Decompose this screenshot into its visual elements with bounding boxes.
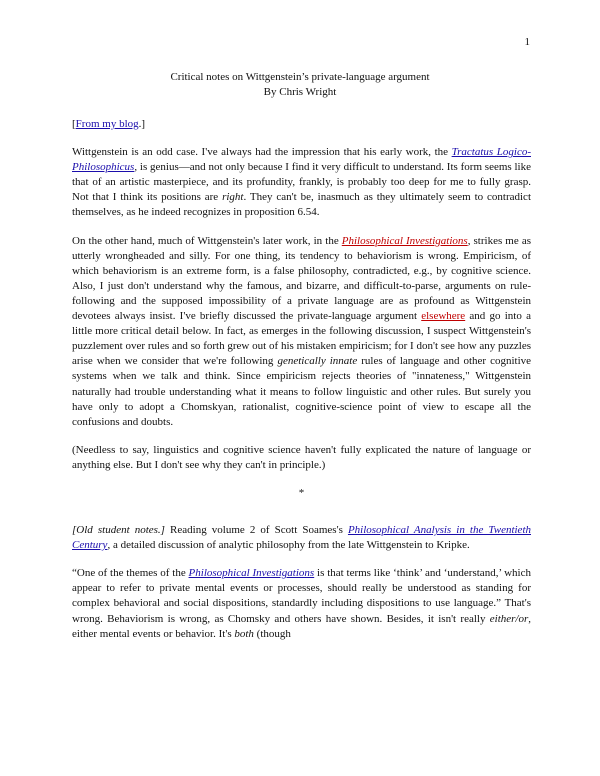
emphasis: either/or <box>489 612 529 625</box>
paragraph-3: (Needless to say, linguistics and cognitive science haven't fully explicated the nature of language or anything else. But I don't see why they can't in principle.) <box>72 443 531 471</box>
investigations-link[interactable]: Philosophical Investigations <box>341 234 468 247</box>
author-line: By Chris Wright <box>263 86 337 98</box>
emphasis: right <box>222 191 244 204</box>
soames-book-link[interactable]: Philosophical Analysis in the Twentieth Century <box>72 524 531 552</box>
emphasis: [Old student notes.] <box>72 524 165 537</box>
paragraph-5 <box>72 566 531 641</box>
tractatus-link[interactable]: Tractatus Logico-Philosophicus <box>72 146 531 174</box>
text: , is genius—and not only because I find it very difficult to understand. Its form seems like that of an artistic masterpiece, and its profundity, frankly, is probably too deep for me to fully grasp. Not that I think its positions are <box>72 161 531 204</box>
text: rules of language and other cognitive systems when we talk and think. Since empiricism rejects theories of "innateness," Wittgenstein naturally had trouble understanding what it means to follow linguistic and other rules. But surely you have only to adopt a Chomskyan, rationalist, cognitive-science point of view to escape all the confusions and doubts. <box>72 355 532 428</box>
investigations-link-2[interactable]: Philosophical Investigations <box>188 567 315 580</box>
text: is that terms like ‘think’ and ‘understand,’ which appear to refer to private mental events or processes, should really be understood as standing for complex behavioral and social dispositions, standardly including dispositions to use language.” That's wrong. Behaviorism is wrong, as Chomsky and others have shown. Besides, it isn't really <box>72 567 531 625</box>
section-separator: * <box>298 486 305 499</box>
text: Reading volume 2 of Scott Soames's <box>164 524 348 537</box>
paragraph-1 <box>72 145 531 220</box>
text: . They can't be, inasmuch as they ultimately seem to contradict themselves, as he indeed recognizes in proposition 6.54. <box>72 191 531 219</box>
page-number: 1 <box>524 36 530 48</box>
paragraph-4 <box>72 523 531 553</box>
emphasis: genetically innate <box>277 355 358 368</box>
title-line: Critical notes on Wittgenstein’s private-language argument <box>170 71 430 83</box>
text: On the other hand, much of Wittgenstein's later work, in the <box>72 234 342 247</box>
text: Wittgenstein is an odd case. I've always had the impression that his early work, the <box>72 146 452 159</box>
blog-link[interactable]: From my blog <box>75 118 139 130</box>
text: “One of the themes of the <box>72 567 189 580</box>
emphasis: both <box>234 627 254 640</box>
text: , a detailed discussion of analytic philosophy from the late Wittgenstein to Kripke. <box>107 539 470 552</box>
paragraph-2 <box>72 234 531 430</box>
text: (though <box>253 627 291 640</box>
document-title <box>0 70 600 100</box>
text: , strikes me as utterly wrongheaded and silly. For one thing, its tendency to behaviorism is wrong. Empiricism, of which behaviorism is an extreme form, is a false philosophy, contradicted, e.g., by cognitive science. Also, I just don't understand why the famous, and bizarre, and difficult-to-parse, arguments on rule-following and the supposed impossibility of a private language are as profound as Wittgenstein devotees always insist. I've briefly discussed the private-language argument <box>72 234 531 323</box>
document-body <box>72 117 531 655</box>
elsewhere-link[interactable]: elsewhere <box>421 310 466 323</box>
text: and go into a little more critical detail below. In fact, as emerges in the following discussion, I suspect Wittgenstein's puzzlement over rules and so forth grew out of his mistaken empiricism; for I don't see how any puzzles arise when we consider that we're following <box>72 310 531 368</box>
blog-reference: [From my blog.] <box>72 118 146 130</box>
text: , either mental events or behavior. It's <box>72 612 531 640</box>
